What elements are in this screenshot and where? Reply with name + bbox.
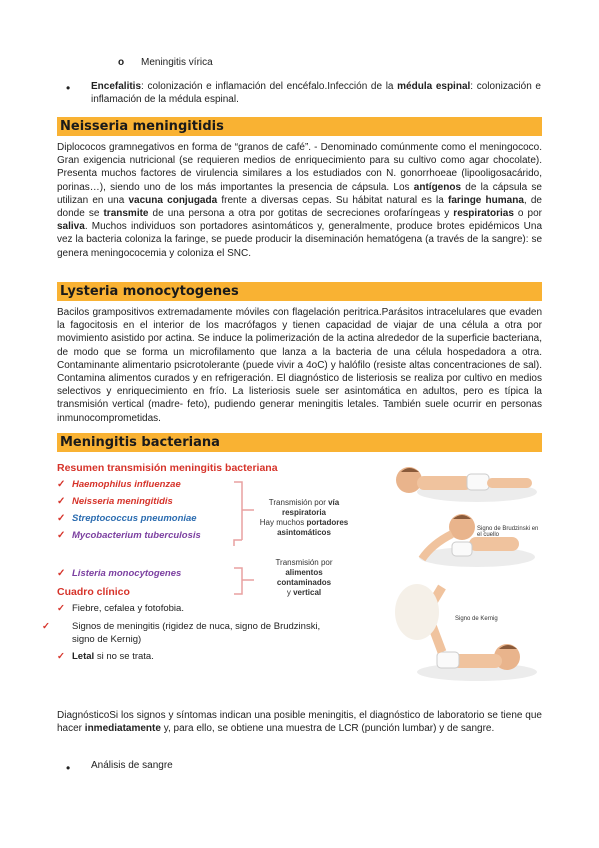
check-icon: ✓: [42, 621, 50, 632]
check-icon: ✓: [57, 568, 66, 579]
clinical-title: Cuadro clínico: [57, 586, 130, 598]
bullet-marker: •: [66, 81, 71, 95]
list-item-meningitis-virica: Meningitis vírica: [141, 57, 213, 68]
pathogen-item: ✓ Haemophilus influenzae: [57, 479, 181, 490]
paragraph-neisseria: Diplococos gramnegativos en forma de “granos de café”. - Denominado comúnmente como el meningococo. Gran exigencia nutricional (se requieren medios de enriquecimiento para su cultivo como agar chocolate). Presenta muchos factores de virulencia similares a los estudiados con N. gonorrhoeae (lipooligosacárido, porinas…), siendo uno de los más importantes la presencia de cápsula. Los antígenos de la cápsula se utilizan en una vacuna conjugada frente a diversas cepas. Su hábitat natural es la faringe humana, de donde se transmite de una persona a otra por gotitas de secreciones orofaríngeas y respiratorias o por saliva. Muchos individuos son portadores asintomáticos y, generalmente, produce brotes epidémicos Una vez la bacteria coloniza la faringe, se puede producir la diseminación hematógena (a través de la sangre): se genera meningococemia y coloniza el SNC.: [57, 142, 542, 259]
check-icon: ✓: [57, 513, 66, 524]
list-item-analisis-sangre: Análisis de sangre: [91, 760, 173, 771]
check-icon: ✓: [57, 651, 65, 662]
label-kernig: Signo de Kernig: [455, 616, 498, 622]
paragraph-listeria: Bacilos grampositivos extremadamente móviles con flagelación peritrica.Parásitos intracelulares que evaden la fagocitosis en el interior de los macrófagos y tienen capacidad de viajar de una célula a otra por movimiento asistido por actina. Se induce la polimerización de la actina alrededor de la superficie bacteriana, de modo que se forma un microfilamento que lanza a la bacteria de una célula hospedadora a otra. Contaminante alimentario psicrotolerante (puede vivir a 4oC) y halófilo (resiste altas concentraciones de sal). Contamina alimentos curados y en refrigeración. El diagnóstico de listeriosis se realiza por cultivo en medios selectivos y enriquecimiento en frío. La listeriosis suele ser asintomática en adultos, pero es típica la transmisión vertical (madre- feto), pudiendo generar meningitis letales. También suele ocurrir en personas inmunocomprometidas.: [57, 307, 542, 424]
check-icon: ✓: [57, 530, 66, 541]
bracket-graphic: [232, 480, 262, 600]
check-icon: ✓: [57, 496, 66, 507]
pathogen-item: ✓ Streptococcus pneumoniae: [57, 513, 197, 524]
clinical-item: ✓ Signos de meningitis (rigidez de nuca, signo de Brudzinski, signo de Kernig): [42, 621, 321, 645]
note-respiratoria: Transmisión por vía respiratoria Hay muchos portadores asintomáticos: [259, 498, 349, 537]
note-alimentos: Transmisión por alimentos contaminados y vertical: [275, 558, 333, 597]
baby-illustration: [357, 462, 542, 690]
label-brudzinski: Signo de Brudzinski en el cuello: [477, 526, 539, 538]
list-item-encefalitis: Encefalitis: colonización e inflamación del encéfalo.Infección de la médula espinal: colonización e inflamación de la médula espinal.: [91, 81, 541, 106]
pathogen-item: ✓ Mycobacterium tuberculosis: [57, 530, 201, 541]
bullet-marker: •: [66, 761, 71, 775]
figure-transmision: [42, 462, 542, 692]
paragraph-diagnostico: DiagnósticoSi los signos y síntomas indican una posible meningitis, el diagnóstico de laboratorio se tiene que hacer inmediatamente y, para ello, se obtiene una muestra de LCR (punción lumbar) y de sangre.: [57, 710, 542, 735]
clinical-item: ✓ Fiebre, cefalea y fotofobia.: [57, 603, 184, 614]
check-icon: ✓: [57, 603, 65, 614]
pathogen-item: ✓ Listeria monocytogenes: [57, 568, 182, 579]
heading-meningitis-bacteriana: Meningitis bacteriana: [57, 433, 542, 452]
pathogen-item: ✓ Neisseria meningitidis: [57, 496, 173, 507]
heading-neisseria: Neisseria meningitidis: [57, 117, 542, 136]
clinical-item: ✓ Letal si no se trata.: [57, 651, 154, 662]
sub-bullet-marker: o: [118, 57, 125, 68]
heading-listeria: Lysteria monocytogenes: [57, 282, 542, 301]
check-icon: ✓: [57, 479, 66, 490]
figure-title: Resumen transmisión meningitis bacteriana: [57, 462, 278, 474]
